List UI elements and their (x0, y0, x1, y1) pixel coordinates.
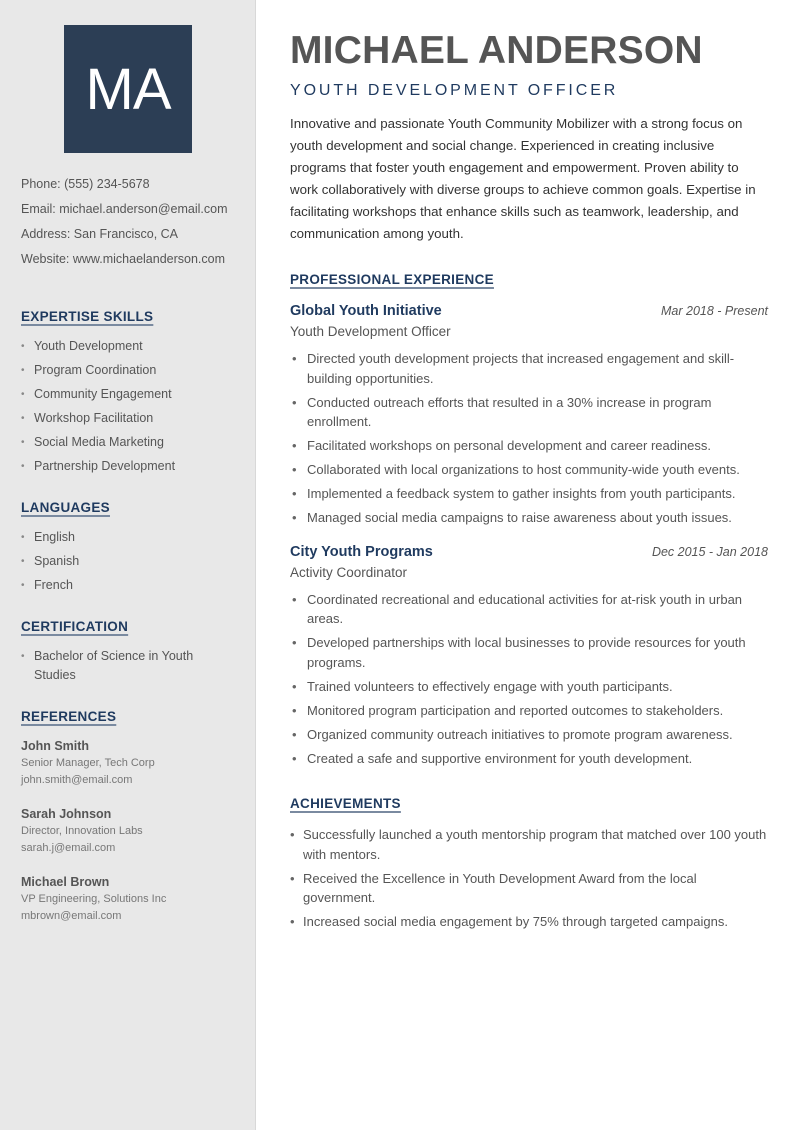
job-bullet: • Trained volunteers to effectively engage with youth participants. (290, 677, 768, 697)
job-bullet: • Conducted outreach efforts that resulted in a 30% increase in program enrollment. (290, 393, 768, 432)
contact-info (21, 172, 234, 272)
references-section (21, 709, 234, 925)
certification-heading: CERTIFICATION (21, 619, 129, 634)
languages-section (21, 500, 234, 595)
job-bullet: • Facilitated workshops on personal development and career readiness. (290, 436, 768, 456)
job-bullet: • Created a safe and supportive environment for youth development. (290, 749, 768, 769)
language-item: • French (21, 576, 234, 595)
contact-address: Address: San Francisco, CA (21, 227, 179, 241)
job-bullet: • Organized community outreach initiatives to promote program awareness. (290, 725, 768, 745)
skill-item: • Program Coordination (21, 361, 234, 380)
skill-item: • Community Engagement (21, 385, 234, 404)
reference (21, 805, 234, 857)
reference (21, 737, 234, 789)
certification-item: • Bachelor of Science in Youth Studies (21, 647, 234, 685)
job-bullet: • Coordinated recreational and educational activities for at-risk youth in urban areas. (290, 590, 768, 629)
job-entry (290, 542, 768, 769)
reference-email: mbrown@email.com (21, 910, 122, 922)
job-bullet: • Directed youth development projects that increased engagement and skill-building opportunities. (290, 349, 768, 388)
skill-item: • Partnership Development (21, 457, 234, 476)
achievements-heading: ACHIEVEMENTS (290, 796, 401, 811)
skills-heading: EXPERTISE SKILLS (21, 309, 154, 324)
job-dates: Dec 2015 - Jan 2018 (651, 544, 768, 559)
candidate-name: MICHAEL ANDERSON (290, 29, 703, 72)
reference-name: John Smith (21, 739, 90, 753)
company-name: Global Youth Initiative (290, 303, 442, 319)
reference-title: Senior Manager, Tech Corp (21, 757, 155, 769)
reference-name: Michael Brown (21, 875, 110, 889)
company-name: City Youth Programs (290, 543, 433, 560)
job-dates: Mar 2018 - Present (661, 304, 768, 318)
certification-section (21, 619, 234, 685)
contact-website: Website: www.michaelanderson.com (21, 252, 226, 266)
languages-heading: LANGUAGES (21, 500, 110, 515)
skills-section (21, 309, 234, 476)
job-bullet: • Managed social media campaigns to raise awareness about youth issues. (290, 508, 768, 528)
skill-item: • Workshop Facilitation (21, 409, 234, 428)
contact-email: Email: michael.anderson@email.com (21, 202, 228, 216)
reference-title: Director, Innovation Labs (21, 825, 143, 837)
reference-email: john.smith@email.com (21, 774, 133, 786)
achievement-item: • Increased social media engagement by 75% through targeted campaigns. (290, 912, 768, 932)
reference-email: sarah.j@email.com (21, 842, 116, 854)
achievement-item: • Received the Excellence in Youth Development Award from the local government. (290, 869, 768, 908)
language-item: • Spanish (21, 552, 234, 571)
summary: Innovative and passionate Youth Community Mobilizer with a strong focus on youth development and social change. Experienced in creating inclusive programs that foster youth engagement and empowerment. Proven ability to work collaboratively with diverse groups to achieve common goals. Expertise in facilitating workshops that enhance skills such as teamwork, leadership, and communication among youth. (290, 116, 756, 241)
contact-phone: Phone: (555) 234-5678 (21, 177, 150, 191)
job-bullet: • Developed partnerships with local businesses to provide resources for youth programs. (290, 633, 768, 672)
achievement-item: • Successfully launched a youth mentorship program that matched over 100 youth with mentors. (290, 825, 768, 864)
reference-title: VP Engineering, Solutions Inc (21, 893, 167, 905)
job-entry (290, 301, 768, 528)
job-role: Youth Development Officer (290, 324, 451, 339)
experience-heading: PROFESSIONAL EXPERIENCE (290, 272, 494, 287)
job-bullet: • Monitored program participation and reported outcomes to stakeholders. (290, 701, 768, 721)
job-bullet: • Collaborated with local organizations to host community-wide youth events. (290, 460, 768, 480)
skill-item: • Youth Development (21, 337, 234, 356)
job-title: YOUTH DEVELOPMENT OFFICER (290, 82, 619, 99)
language-item: • English (21, 528, 234, 547)
job-role: Activity Coordinator (290, 564, 408, 580)
monogram-avatar: MA (64, 25, 192, 153)
reference-name: Sarah Johnson (21, 807, 112, 821)
reference (21, 873, 234, 925)
skill-item: • Social Media Marketing (21, 433, 234, 452)
references-heading: REFERENCES (21, 709, 117, 724)
main-content (290, 28, 768, 936)
sidebar (0, 0, 256, 1130)
job-bullet: • Implemented a feedback system to gather insights from youth participants. (290, 484, 768, 504)
